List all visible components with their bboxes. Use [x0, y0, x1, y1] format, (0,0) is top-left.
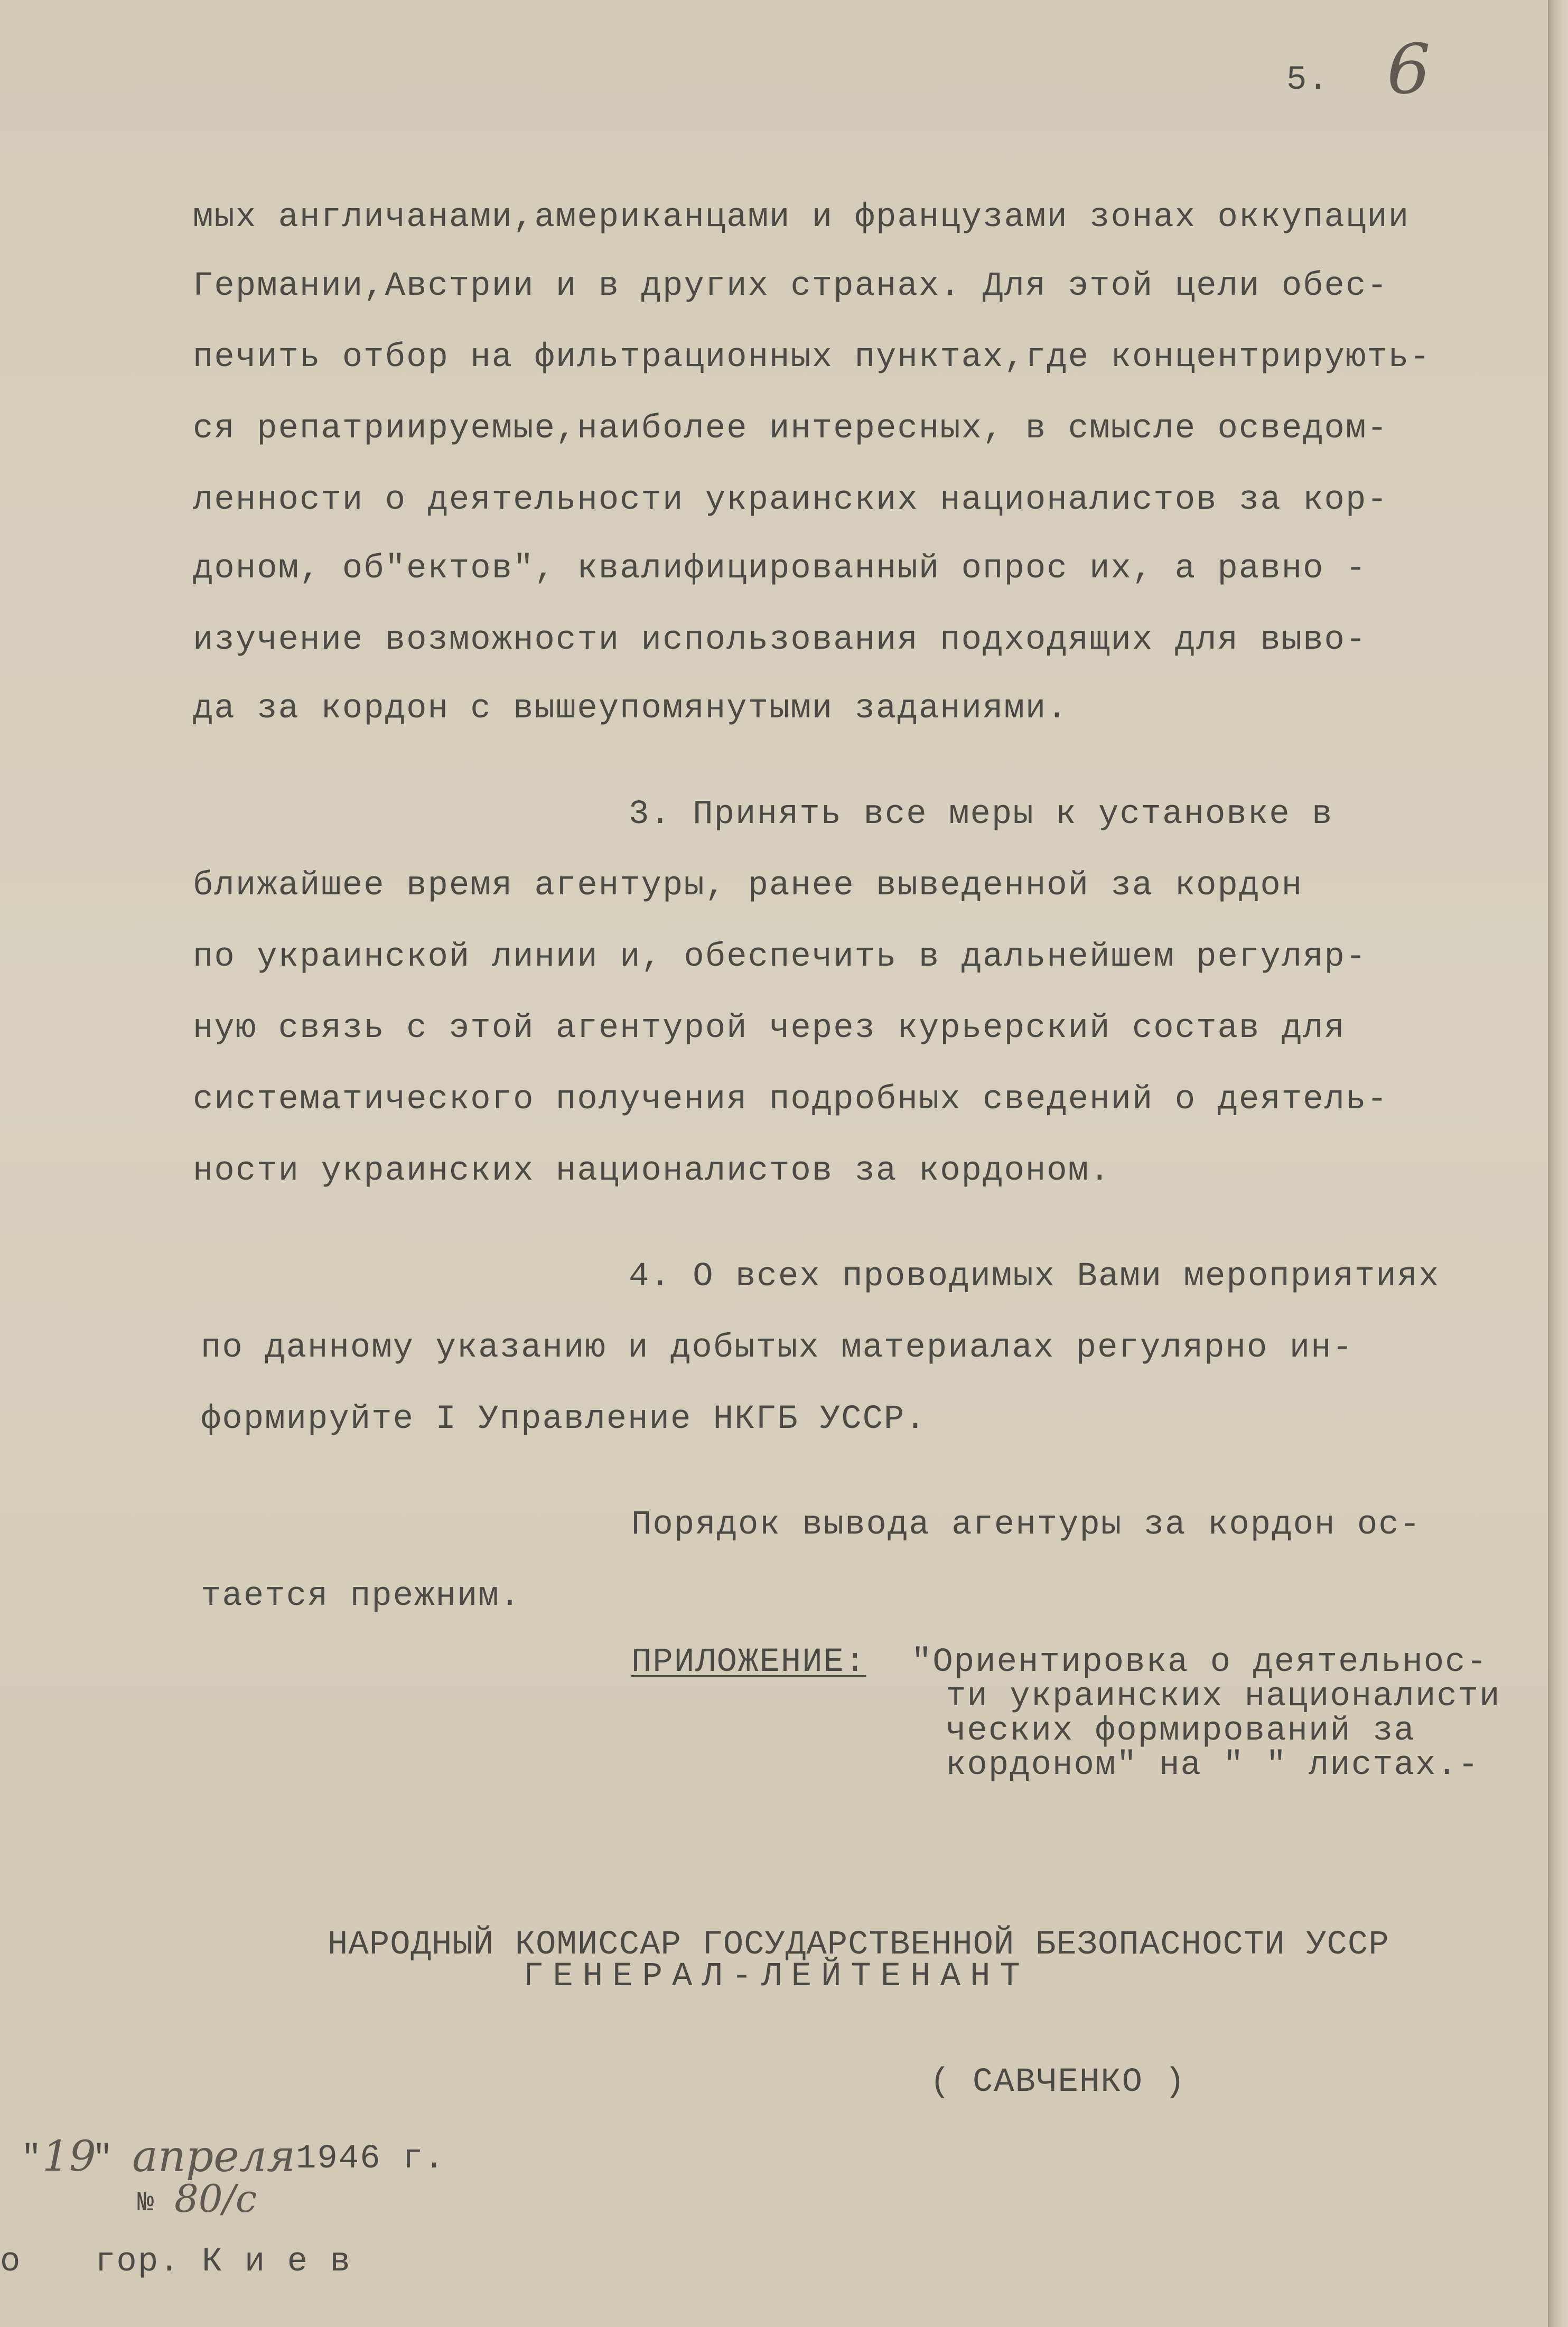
body-line: по украинской линии и, обеспечить в дальнейшем регуляр-: [193, 938, 1367, 976]
date-quote-open: ": [21, 2140, 43, 2178]
body-line: ся репатриируемые,наиболее интересных, в смысле осведом-: [193, 410, 1388, 448]
body-line: 3. Принять все меры к установке в: [629, 796, 1333, 834]
document-number-value: 80/с: [174, 2176, 257, 2221]
city-name: гор. К и е в: [95, 2243, 351, 2281]
signature-name: ( САВЧЕНКО ): [930, 2063, 1186, 2101]
page-number: 5.: [1286, 61, 1329, 99]
body-line: печить отбор на фильтрационных пунктах,где концентрирують-: [193, 339, 1431, 377]
body-line: ленности о деятельности украинских националистов за кор-: [193, 481, 1388, 519]
page-number-handwritten: 6: [1387, 29, 1431, 109]
attachment-line: ческих формирований за: [946, 1712, 1415, 1750]
body-line: ности украинских националистов за кордоном.: [193, 1152, 1111, 1190]
body-line: по данному указанию и добытых материалах регулярно ин-: [201, 1329, 1354, 1367]
body-line: мых англичанами,американцами и французами зонах оккупации: [193, 199, 1410, 237]
body-line: Германии,Австрии и в других странах. Для этой цели обес-: [193, 267, 1388, 305]
date-year: 1946 г.: [296, 2140, 445, 2178]
body-line: ближайшее время агентуры, ранее выведенной за кордон: [193, 867, 1303, 905]
signature-rank: ГЕНЕРАЛ-ЛЕЙТЕНАНТ: [523, 1958, 1030, 1996]
body-line: формируйте I Управление НКГБ УССР.: [201, 1400, 927, 1438]
body-line: ную связь с этой агентурой через курьерский состав для: [193, 1010, 1346, 1048]
date-day: 19: [42, 2132, 96, 2181]
body-line: изучение возможности использования подходящих для выво-: [193, 621, 1367, 659]
body-line: тается прежним.: [201, 1577, 521, 1615]
attachment-line: ти украинских националисти: [946, 1678, 1501, 1716]
document-number-label: №: [137, 2188, 155, 2219]
city-prefix: о: [0, 2243, 22, 2281]
signature-title: НАРОДНЫЙ КОМИССАР ГОСУДАРСТВЕННОЙ БЕЗОПАСНОСТИ УССР: [328, 1926, 1389, 1964]
body-line: да за кордон с вышеупомянутыми заданиями.: [193, 690, 1068, 728]
attachment-label: ПРИЛОЖЕНИЕ:: [631, 1643, 866, 1681]
date-quote-close: ": [92, 2140, 114, 2178]
attachment-line: "Ориентировка о деятельнос-: [911, 1643, 1488, 1681]
attachment-line: кордоном" на " " листах.-: [946, 1746, 1480, 1784]
date-month: апреля: [132, 2132, 296, 2182]
body-line: систематического получения подробных сведений о деятель-: [193, 1081, 1388, 1119]
body-line: доном, об"ектов", квалифицированный опрос их, а равно -: [193, 550, 1367, 588]
body-line: Порядок вывода агентуры за кордон ос-: [631, 1506, 1422, 1544]
body-line: 4. О всех проводимых Вами мероприятиях: [629, 1258, 1440, 1296]
page-edge-shadow: [1548, 0, 1568, 2327]
